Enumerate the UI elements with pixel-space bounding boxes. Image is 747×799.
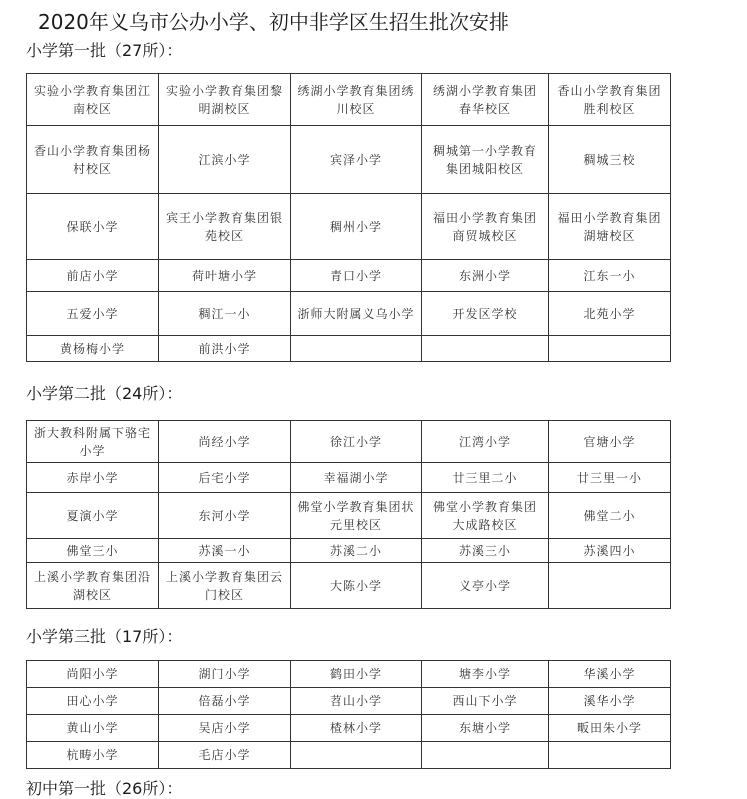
school-cell: 田心小学 — [27, 688, 159, 715]
school-cell: 后宅小学 — [159, 463, 291, 493]
school-cell: 黄山小学 — [27, 715, 159, 742]
school-cell: 江东一小 — [549, 260, 671, 292]
school-cell: 佛堂小学教育集团大成路校区 — [422, 493, 549, 539]
school-cell: 稠城三校 — [549, 126, 671, 194]
school-cell: 廿三里二小 — [422, 463, 549, 493]
school-cell: 苕山小学 — [291, 688, 422, 715]
school-cell: 实验小学教育集团黎明湖校区 — [159, 74, 291, 126]
school-cell — [291, 336, 422, 362]
school-cell: 江滨小学 — [159, 126, 291, 194]
school-cell — [549, 742, 671, 769]
school-cell: 苏溪四小 — [549, 539, 671, 563]
school-cell: 香山小学教育集团杨村校区 — [27, 126, 159, 194]
school-cell: 江湾小学 — [422, 421, 549, 463]
school-cell: 浙师大附属义乌小学 — [291, 292, 422, 336]
school-cell: 吴店小学 — [159, 715, 291, 742]
school-cell: 荷叶塘小学 — [159, 260, 291, 292]
school-cell: 东洲小学 — [422, 260, 549, 292]
school-cell — [422, 336, 549, 362]
school-cell: 佛堂三小 — [27, 539, 159, 563]
school-cell: 倍磊小学 — [159, 688, 291, 715]
batch3-table — [26, 660, 671, 769]
table-row — [27, 493, 671, 539]
school-cell: 东塘小学 — [422, 715, 549, 742]
page-title: 2020年义乌市公办小学、初中非学区生招生批次安排 — [38, 10, 509, 34]
school-cell: 苏溪三小 — [422, 539, 549, 563]
school-cell: 西山下小学 — [422, 688, 549, 715]
school-cell: 浙大教科附属下骆宅小学 — [27, 421, 159, 463]
table-row — [27, 463, 671, 493]
school-cell: 佛堂小学教育集团状元里校区 — [291, 493, 422, 539]
school-cell: 幸福湖小学 — [291, 463, 422, 493]
batch2-heading: 小学第二批（24所）： — [26, 384, 183, 403]
table-row — [27, 260, 671, 292]
table-row — [27, 126, 671, 194]
school-cell: 楂林小学 — [291, 715, 422, 742]
table-row — [27, 661, 671, 688]
school-cell: 徐江小学 — [291, 421, 422, 463]
school-cell: 上溪小学教育集团沿湖校区 — [27, 563, 159, 609]
school-cell — [422, 742, 549, 769]
school-cell: 宾泽小学 — [291, 126, 422, 194]
school-cell: 湖门小学 — [159, 661, 291, 688]
batch1-heading: 小学第一批（27所）： — [26, 41, 183, 60]
school-cell: 毛店小学 — [159, 742, 291, 769]
school-cell: 稠州小学 — [291, 194, 422, 260]
table-row — [27, 688, 671, 715]
table-row — [27, 563, 671, 609]
school-cell: 福田小学教育集团商贸城校区 — [422, 194, 549, 260]
school-cell: 东河小学 — [159, 493, 291, 539]
school-cell: 华溪小学 — [549, 661, 671, 688]
school-cell — [291, 742, 422, 769]
next-batch-heading: 初中第一批（26所）： — [26, 779, 183, 798]
school-cell: 佛堂二小 — [549, 493, 671, 539]
school-cell: 宾王小学教育集团银苑校区 — [159, 194, 291, 260]
school-cell: 尚经小学 — [159, 421, 291, 463]
school-cell: 官塘小学 — [549, 421, 671, 463]
school-cell: 开发区学校 — [422, 292, 549, 336]
school-cell: 稠江一小 — [159, 292, 291, 336]
school-cell: 尚阳小学 — [27, 661, 159, 688]
table-row — [27, 742, 671, 769]
school-cell: 保联小学 — [27, 194, 159, 260]
school-cell: 溪华小学 — [549, 688, 671, 715]
batch3-heading: 小学第三批（17所）： — [26, 627, 183, 646]
batch2-table — [26, 420, 671, 609]
school-cell: 义亭小学 — [422, 563, 549, 609]
school-cell: 前店小学 — [27, 260, 159, 292]
school-cell: 畈田朱小学 — [549, 715, 671, 742]
school-cell: 黄杨梅小学 — [27, 336, 159, 362]
school-cell: 绣湖小学教育集团春华校区 — [422, 74, 549, 126]
school-cell: 鹤田小学 — [291, 661, 422, 688]
table-row — [27, 715, 671, 742]
table-row — [27, 421, 671, 463]
school-cell: 绣湖小学教育集团绣川校区 — [291, 74, 422, 126]
school-cell: 夏演小学 — [27, 493, 159, 539]
school-cell: 上溪小学教育集团云门校区 — [159, 563, 291, 609]
school-cell: 赤岸小学 — [27, 463, 159, 493]
school-cell: 大陈小学 — [291, 563, 422, 609]
school-cell: 实验小学教育集团江南校区 — [27, 74, 159, 126]
table-row — [27, 292, 671, 336]
table-row — [27, 336, 671, 362]
school-cell: 前洪小学 — [159, 336, 291, 362]
school-cell: 杭畴小学 — [27, 742, 159, 769]
school-cell — [549, 336, 671, 362]
school-cell: 青口小学 — [291, 260, 422, 292]
table-row — [27, 194, 671, 260]
school-cell: 塘李小学 — [422, 661, 549, 688]
school-cell: 香山小学教育集团胜利校区 — [549, 74, 671, 126]
school-cell: 稠城第一小学教育集团城阳校区 — [422, 126, 549, 194]
table-row — [27, 539, 671, 563]
batch1-table — [26, 73, 671, 362]
table-row — [27, 74, 671, 126]
school-cell: 苏溪一小 — [159, 539, 291, 563]
school-cell: 廿三里一小 — [549, 463, 671, 493]
school-cell: 五爱小学 — [27, 292, 159, 336]
school-cell: 福田小学教育集团湖塘校区 — [549, 194, 671, 260]
school-cell — [549, 563, 671, 609]
school-cell: 北苑小学 — [549, 292, 671, 336]
school-cell: 苏溪二小 — [291, 539, 422, 563]
